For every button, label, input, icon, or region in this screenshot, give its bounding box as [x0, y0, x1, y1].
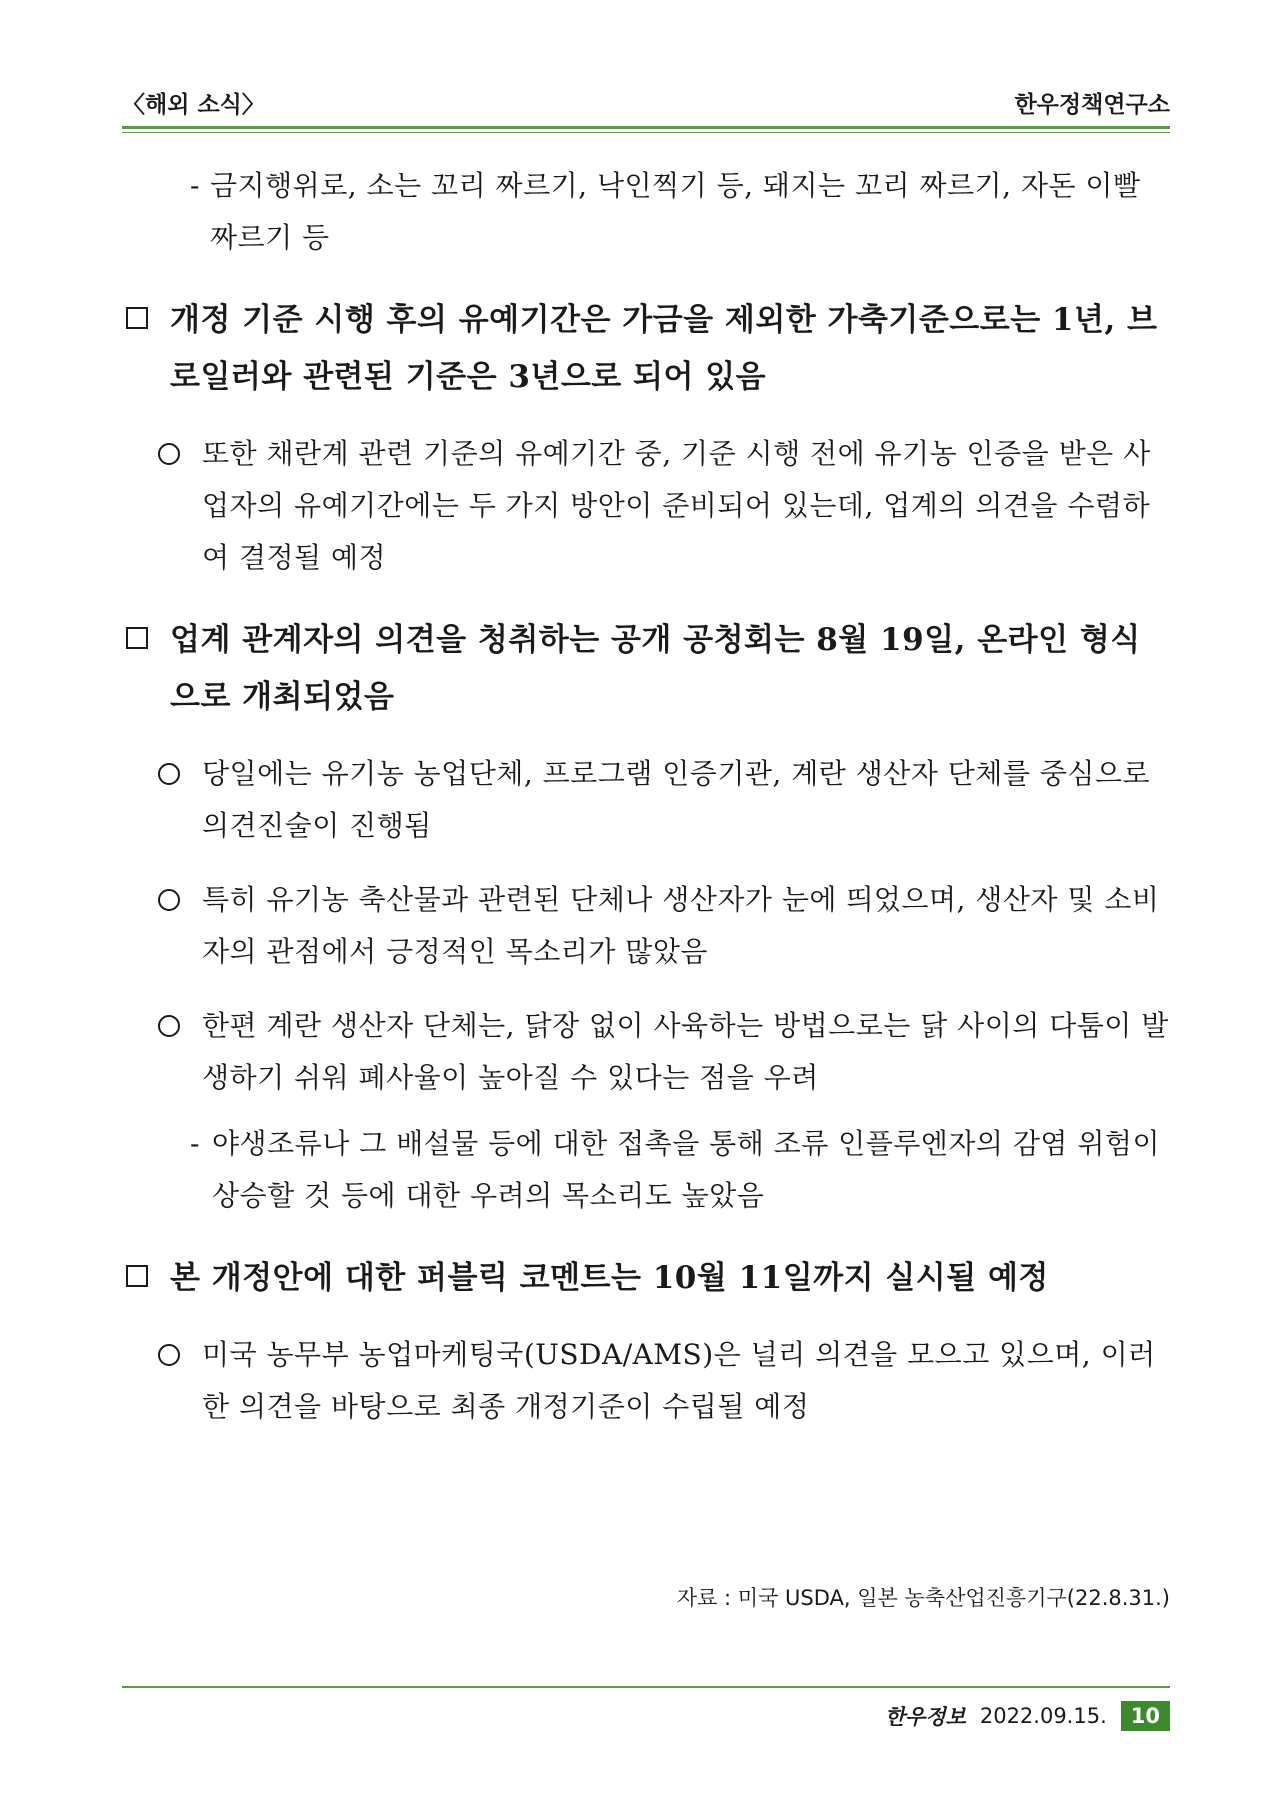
square-bullet-icon: [126, 627, 148, 649]
bullet-paragraph: [122, 1000, 1170, 1104]
square-bullet-icon: [126, 1265, 148, 1287]
dash-item-text: 금지행위로, 소는 꼬리 짜르기, 낙인찍기 등, 돼지는 꼬리 짜르기, 자돈 이빨 짜르기 등: [210, 169, 1141, 254]
circle-bullet-icon: [158, 443, 180, 465]
bullet-paragraph: [122, 428, 1170, 584]
section-label: 〈해외 소식〉: [122, 92, 265, 118]
source-citation: 자료 : 미국 USDA, 일본 농축산업진흥기구(22.8.31.): [676, 1586, 1170, 1610]
paragraph-text: 당일에는 유기농 농업단체, 프로그램 인증기관, 계란 생산자 단체를 중심으로 의견진술이 진행됨: [202, 757, 1150, 842]
circle-bullet-icon: [158, 763, 180, 785]
footer-divider: [122, 1686, 1170, 1688]
section-heading-2: [122, 612, 1170, 726]
bullet-paragraph: [122, 748, 1170, 852]
page-header: [122, 86, 1170, 120]
circle-bullet-icon: [158, 1344, 180, 1366]
dash-item: [122, 160, 1170, 264]
section-heading-text: 개정 기준 시행 후의 유예기간은 가금을 제외한 가축기준으로는 1년, 브로일러와 관련된 기준은 3년으로 되어 있음: [170, 302, 1158, 395]
page-number-badge: 10: [1121, 1701, 1170, 1731]
paragraph-text: 한편 계란 생산자 단체는, 닭장 없이 사육하는 방법으로는 닭 사이의 다툼이 발생하기 쉬워 폐사율이 높아질 수 있다는 점을 우려: [202, 1009, 1169, 1094]
section-heading-3: [122, 1250, 1170, 1307]
paragraph-text: 또한 채란계 관련 기준의 유예기간 중, 기준 시행 전에 유기농 인증을 받은 사업자의 유예기간에는 두 가지 방안이 준비되어 있는데, 업계의 의견을 수렴하여 결정될 예정: [202, 437, 1151, 574]
paragraph-text: 미국 농무부 농업마케팅국(USDA/AMS)은 널리 의견을 모으고 있으며, 이러한 의견을 바탕으로 최종 개정기준이 수립될 예정: [202, 1338, 1156, 1423]
square-bullet-icon: [126, 307, 148, 329]
header-divider-thick: [122, 126, 1170, 129]
sub-bullet: [122, 1118, 1170, 1222]
issue-date: 2022.09.15.: [979, 1704, 1107, 1728]
section-heading-text: 본 개정안에 대한 퍼블릭 코멘트는 10월 11일까지 실시될 예정: [170, 1260, 1049, 1296]
circle-bullet-icon: [158, 889, 180, 911]
dash-marker: -: [190, 1127, 200, 1160]
bullet-paragraph: [122, 1329, 1170, 1433]
organization-name: 한우정책연구소: [1014, 92, 1170, 118]
sub-bullet-text: 야생조류나 그 배설물 등에 대한 접촉을 통해 조류 인플루엔자의 감염 위험이 상승할 것 등에 대한 우려의 목소리도 높았음: [212, 1127, 1160, 1212]
section-heading-text: 업계 관계자의 의견을 청취하는 공개 공청회는 8월 19일, 온라인 형식으로 개최되었음: [170, 622, 1141, 715]
header-divider-thin: [122, 132, 1170, 133]
bullet-paragraph: [122, 874, 1170, 978]
page-footer: [885, 1700, 1170, 1732]
paragraph-text: 특히 유기농 축산물과 관련된 단체나 생산자가 눈에 띄었으며, 생산자 및 소비자의 관점에서 긍정적인 목소리가 많았음: [202, 883, 1160, 968]
section-heading-1: [122, 292, 1170, 406]
circle-bullet-icon: [158, 1015, 180, 1037]
dash-marker: -: [190, 169, 200, 202]
article-body: [122, 160, 1170, 1433]
publication-name: 한우정보: [884, 1705, 966, 1729]
